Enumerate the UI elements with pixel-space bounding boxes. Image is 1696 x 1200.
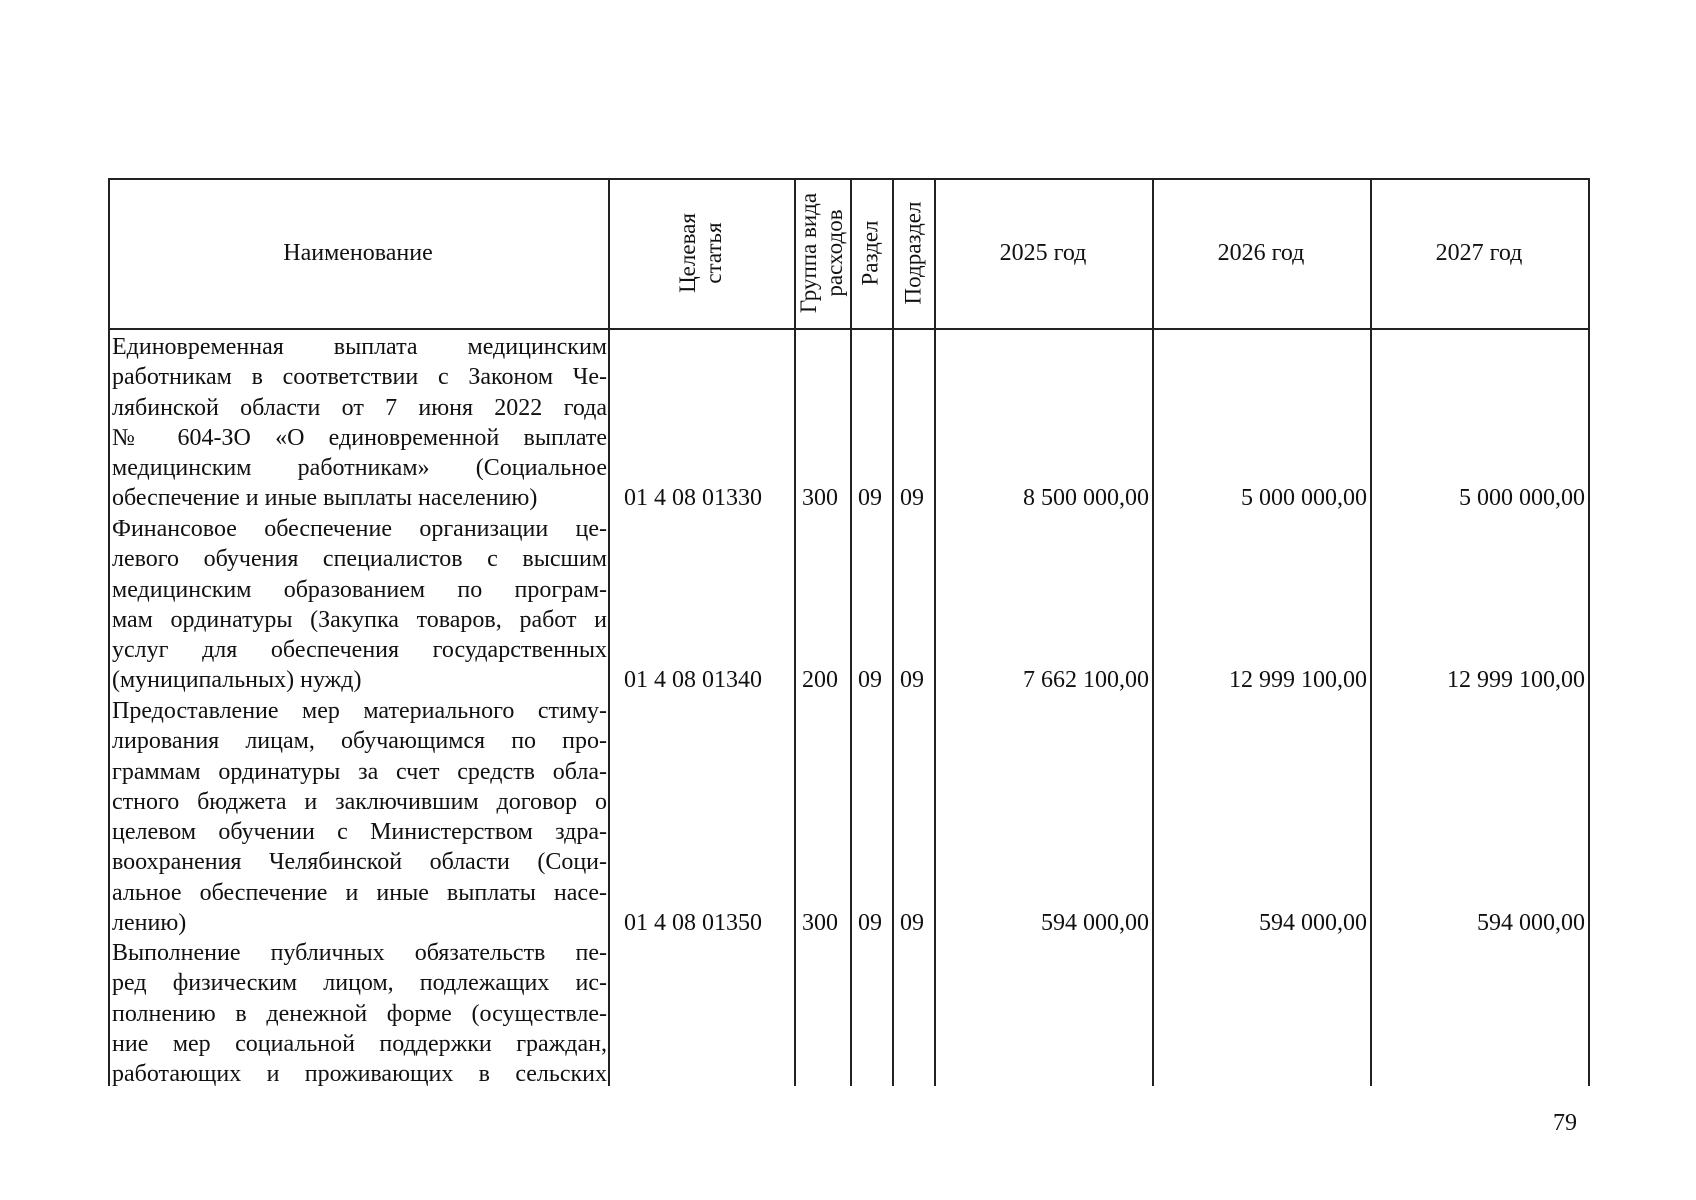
header-target-item: Целевая статья	[674, 213, 726, 293]
page-number: 79	[1553, 1110, 1577, 1136]
row-target-item: 01 4 08 01330	[624, 485, 762, 511]
row-amount-2025: 594 000,00	[1041, 910, 1149, 936]
row-subsection: 09	[900, 910, 924, 936]
row-amount-2027: 5 000 000,00	[1459, 485, 1585, 511]
row-amount-2025: 8 500 000,00	[1023, 485, 1149, 511]
row-name: Финансовое обеспечение организации це- левого обучения специалистов с высшим медицинским образованием по програм- мам ординатуры (Закупка товаров, работ и услуг для обеспечения государственных (муниципальных) нужд)	[112, 516, 607, 694]
header-bottom-border	[108, 328, 1590, 330]
budget-table	[108, 178, 1590, 1086]
row-expense-group: 300	[802, 910, 838, 936]
header-subsection: Подраздел	[900, 201, 926, 305]
row-target-item: 01 4 08 01340	[624, 667, 762, 693]
row-amount-2026: 12 999 100,00	[1229, 667, 1367, 693]
row-section: 09	[858, 910, 882, 936]
header-section: Раздел	[858, 220, 883, 286]
row-expense-group: 200	[802, 667, 838, 693]
row-section: 09	[858, 667, 882, 693]
row-section: 09	[858, 485, 882, 511]
row-amount-2027: 594 000,00	[1477, 910, 1585, 936]
header-2027: 2027 год	[1435, 239, 1523, 266]
row-subsection: 09	[900, 485, 924, 511]
col-border	[1588, 178, 1590, 1086]
header-name: Наименование	[283, 239, 433, 266]
header-expense-group: Группа вида расходов	[796, 192, 848, 314]
row-name: Единовременная выплата медицинским работникам в соответствии с Законом Че- лябинской области от 7 июня 2022 года № 604-ЗО «О единовременной выплате медицинским работникам» (Социальное обеспечение и иные выплаты населению)	[112, 334, 607, 512]
row-amount-2027: 12 999 100,00	[1447, 667, 1585, 693]
row-subsection: 09	[900, 667, 924, 693]
row-amount-2025: 7 662 100,00	[1023, 667, 1149, 693]
header-2026: 2026 год	[1217, 239, 1305, 266]
row-expense-group: 300	[802, 485, 838, 511]
row-target-item: 01 4 08 01350	[624, 910, 762, 936]
header-2025: 2025 год	[999, 239, 1087, 266]
row-name: Предоставление мер материального стиму- лирования лицам, обучающимся по про- граммам ординатуры за счет средств обла- стного бюджета и заключившим договор о целевом обучении с Министерством здра- воохранения Челябинской области (Соци- альное обеспечение и иные выплаты насе- лению)	[112, 698, 607, 937]
row-amount-2026: 594 000,00	[1259, 910, 1367, 936]
row-name: Выполнение публичных обязательств пе- ред физическим лицом, подлежащих ис- полнению в денежной форме (осуществле- ние мер социальной поддержки граждан, работающих и проживающих в сельских	[112, 940, 607, 1088]
row-amount-2026: 5 000 000,00	[1241, 485, 1367, 511]
